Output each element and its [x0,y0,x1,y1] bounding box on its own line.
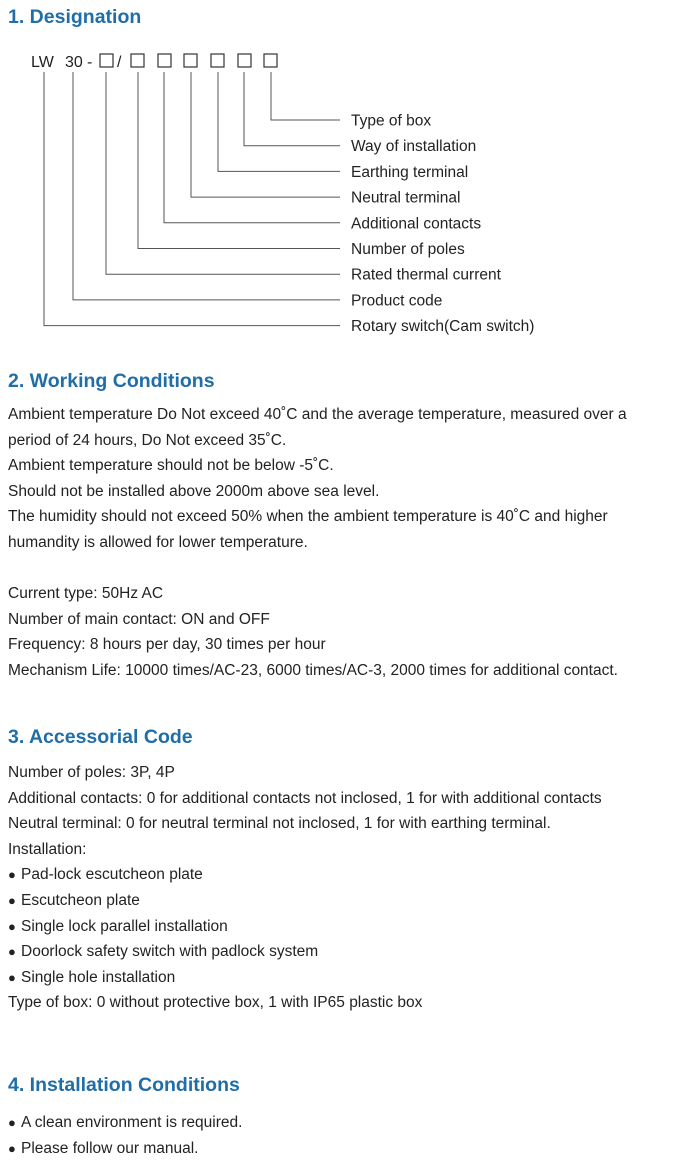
installation-list-item [8,965,698,991]
working-conditions-line: humandity is allowed for lower temperature. [8,533,308,551]
working-conditions-line: Number of main contact: ON and OFF [8,610,270,628]
accessorial-line: Installation: [8,840,87,858]
accessorial-line: Neutral terminal: 0 for neutral terminal not inclosed, 1 for with earthing terminal. [8,815,551,833]
section-title-accessorial-code: 3. Accessorial Code [8,726,193,748]
code-box-5 [211,54,224,67]
designation-label: Rotary switch(Cam switch) [351,318,535,336]
code-box-4 [184,54,197,67]
bullet-icon: ● [8,867,16,883]
working-conditions-body [8,402,698,684]
designation-label: Rated thermal current [351,266,501,284]
accessorial-line: Number of poles: 3P, 4P [8,764,175,781]
designation-label: Type of box [351,112,432,130]
working-conditions-line: Should not be installed above 2000m above sea level. [8,482,380,500]
accessorial-line: Additional contacts: 0 for additional contacts not inclosed, 1 for with additional contacts [8,789,602,807]
installation-condition-item [8,1136,698,1162]
working-conditions-line: Current type: 50Hz AC [8,585,164,603]
leader-line [73,72,340,300]
code-number: 30 [65,54,83,71]
working-conditions-line: Mechanism Life: 10000 times/AC-23, 6000 times/AC-3, 2000 times for additional contact. [8,661,618,679]
bullet-icon: ● [8,1140,16,1156]
accessorial-line: Type of box: 0 without protective box, 1 with IP65 plastic box [8,994,423,1012]
bullet-icon: ● [8,1115,16,1130]
section-title-working-conditions: 2. Working Conditions [8,370,215,392]
leader-line [106,72,340,274]
working-conditions-spacer [8,556,698,582]
working-conditions-line: The humidity should not exceed 50% when the ambient temperature is 40˚C and higher [8,508,608,526]
leader-line [164,72,340,223]
installation-list-item [8,862,698,888]
leader-line [244,72,340,146]
leader-line [218,72,340,171]
designation-label: Product code [351,292,443,310]
designation-label: Additional contacts [351,215,482,233]
leader-line [191,72,340,197]
section-title-designation: 1. Designation [8,6,142,28]
section-title-installation-conditions: 4. Installation Conditions [8,1074,240,1096]
bullet-icon: ● [8,918,16,934]
designation-label: Earthing terminal [351,163,469,181]
installation-condition-label: A clean environment is required. [21,1114,243,1131]
code-box-7 [264,54,277,67]
code-box-1 [100,54,113,67]
bullet-icon: ● [8,944,16,960]
working-conditions-line: Ambient temperature Do Not exceed 40˚C and the average temperature, measured over a [8,406,627,423]
code-slash: / [117,54,122,71]
installation-item-label: Doorlock safety switch with padlock system [21,943,319,961]
code-dash: - [87,54,93,71]
installation-list-item [8,914,698,940]
designation-label: Neutral terminal [351,189,461,207]
installation-item-label: Escutcheon plate [21,891,140,909]
working-conditions-line: Frequency: 8 hours per day, 30 times per hour [8,636,326,654]
working-conditions-line: period of 24 hours, Do Not exceed 35˚C. [8,431,287,449]
installation-list-item [8,888,698,914]
bullet-icon: ● [8,969,16,985]
accessorial-code-body [8,760,698,1016]
code-box-6 [238,54,251,67]
installation-conditions-body [8,1110,698,1161]
installation-list-item [8,939,698,965]
installation-condition-label: Please follow our manual. [21,1139,199,1157]
installation-item-label: Single hole installation [21,968,176,986]
leader-line [44,72,340,326]
installation-condition-item [8,1110,698,1136]
working-conditions-line: Ambient temperature should not be below -5˚C. [8,457,334,475]
code-box-2 [131,54,144,67]
code-prefix: LW [31,54,54,71]
code-box-3 [158,54,171,67]
installation-item-label: Pad-lock escutcheon plate [21,866,203,884]
designation-label: Way of installation [351,138,477,156]
designation-diagram [0,40,700,340]
bullet-icon: ● [8,892,16,908]
leader-line [138,72,340,249]
installation-item-label: Single lock parallel installation [21,917,228,935]
leader-line [271,72,340,120]
designation-label: Number of poles [351,241,465,258]
